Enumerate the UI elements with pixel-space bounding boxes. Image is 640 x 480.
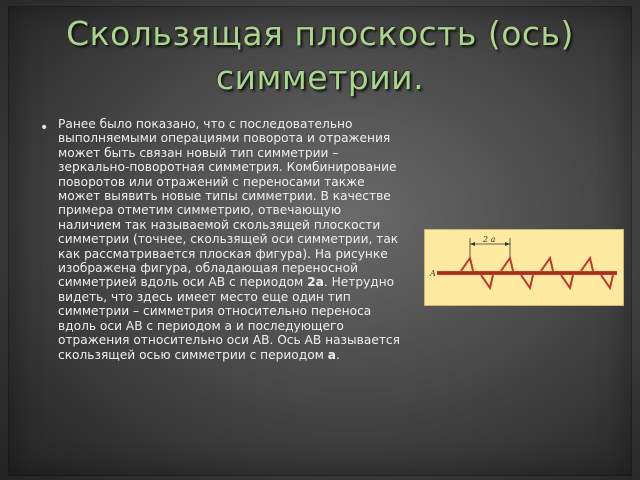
slide-title [0,12,640,100]
period-label: 2 а [483,235,496,244]
tooth-down-4 [601,275,613,288]
bullet-bold-period-a: а [327,347,336,362]
bullet-text-part-3: . [335,347,340,362]
bullet-paragraph [58,117,403,362]
tooth-up-2 [501,258,513,271]
bullet-icon: • [40,120,49,136]
tooth-up-4 [581,258,593,271]
period-arrow-right [505,242,510,246]
bullet-list [40,117,403,362]
glide-symmetry-diagram [425,230,623,305]
tooth-down-2 [521,275,533,288]
title-line-1: Скользящая плоскость (ось) [66,14,574,53]
bullet-text-part-2: . Нетрудно видеть, что здесь имеет место еще один тип симметрии – симметрия относительно переноса вдоль оси АВ с периодом а и последующего отражения относительно оси АВ. Ось АВ называется скользящей осью симметрии с периодом [58,275,400,362]
bullet-bold-period-2a: 2а [307,275,324,290]
tooth-up-3 [541,258,553,271]
glide-symmetry-figure [424,229,624,306]
tooth-down-1 [481,275,493,288]
tooth-up-1 [461,258,473,271]
title-line-2: симметрии. [215,58,425,97]
tooth-down-3 [561,275,573,288]
axis-label: A [430,269,436,278]
bullet-text-part-1: Ранее было показано, что с последовательно выполняемыми операциями поворота и отражения может быть связан новый тип симметрии – зеркально-поворотная симметрия. Комбинирование поворотов или отражений с переносами также может выявить новые типы симметрии. В качестве примера отметим симметрию, отвечающую наличием так называемой скользящей плоскости симметрии (точнее, скользящей оси симметрии, так как рассматривается плоская фигура). На рисунке изображена фигура, обладающая переносной симметрией вдоль оси АВ с периодом [58,117,399,290]
period-arrow-left [470,242,475,246]
